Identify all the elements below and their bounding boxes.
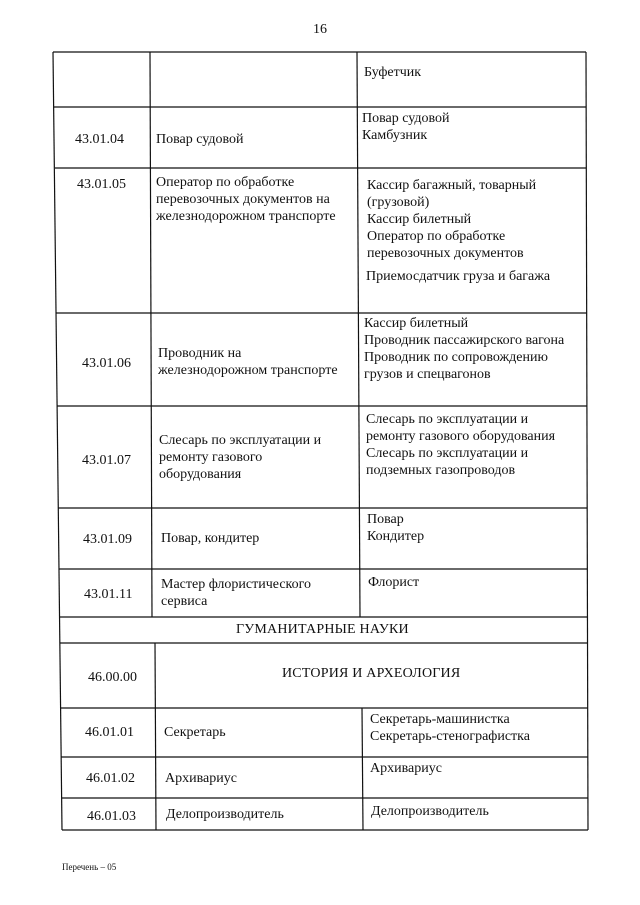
profession-item: Кассир билетный: [364, 316, 469, 331]
specialty-name: сервиса: [161, 594, 208, 609]
profession-item: Слесарь по эксплуатации и: [366, 446, 529, 461]
page-number: 16: [313, 22, 327, 37]
specialty-name: Секретарь: [164, 725, 226, 740]
group-heading: ИСТОРИЯ И АРХЕОЛОГИЯ: [282, 666, 461, 681]
specialty-name: перевозочных документов на: [156, 192, 330, 207]
specialty-code: 46.01.01: [85, 725, 134, 740]
specialty-name: Архивариус: [165, 771, 237, 786]
specialty-name: оборудования: [159, 467, 242, 482]
specialty-code: 43.01.06: [82, 356, 131, 371]
profession-item: Слесарь по эксплуатации и: [366, 412, 529, 427]
profession-item: Камбузник: [362, 128, 428, 143]
profession-item: перевозочных документов: [367, 246, 524, 261]
specialty-name: железнодорожном транспорте: [158, 363, 338, 378]
group-code: 46.00.00: [88, 670, 137, 685]
specialty-name: Слесарь по эксплуатации и: [159, 433, 322, 448]
profession-item: Приемосдатчик груза и багажа: [366, 269, 551, 284]
specialty-code: 43.01.05: [77, 177, 126, 192]
specialty-name: Мастер флористического: [161, 577, 312, 592]
profession-item: Кассир багажный, товарный: [367, 178, 537, 193]
specialty-code: 43.01.04: [75, 132, 124, 147]
profession-item: подземных газопроводов: [366, 463, 516, 478]
profession-item: Проводник по сопровождению: [364, 350, 548, 365]
profession-item: Делопроизводитель: [371, 804, 489, 819]
profession-item: Повар судовой: [362, 111, 450, 126]
profession-item: Повар: [367, 512, 404, 527]
specialty-name: Проводник на: [158, 346, 242, 361]
profession-item: Оператор по обработке: [367, 229, 506, 244]
profession-item: Буфетчик: [364, 65, 422, 80]
profession-item: Кассир билетный: [367, 212, 472, 227]
profession-item: Проводник пассажирского вагона: [364, 333, 565, 348]
specialty-code: 43.01.09: [83, 532, 132, 547]
specialty-code: 43.01.07: [82, 453, 131, 468]
specialty-name: ремонту газового: [159, 450, 263, 465]
profession-item: ремонту газового оборудования: [366, 429, 556, 444]
specialty-code: 46.01.03: [87, 809, 136, 824]
specialty-name: Повар судовой: [156, 132, 244, 147]
profession-item: Секретарь-машинистка: [370, 712, 510, 727]
profession-item: Флорист: [368, 575, 420, 590]
specialty-name: железнодорожном транспорте: [156, 209, 336, 224]
profession-item: грузов и спецвагонов: [364, 367, 491, 382]
specialty-name: Оператор по обработке: [156, 175, 295, 190]
section-heading: ГУМАНИТАРНЫЕ НАУКИ: [236, 622, 409, 637]
profession-item: Архивариус: [370, 761, 442, 776]
specialty-name: Повар, кондитер: [161, 531, 260, 546]
footer-label: Перечень – 05: [62, 862, 117, 872]
specialty-name: Делопроизводитель: [166, 807, 284, 822]
specialty-code: 43.01.11: [84, 587, 133, 602]
profession-item: Кондитер: [367, 529, 425, 544]
profession-item: (грузовой): [367, 195, 430, 210]
profession-item: Секретарь-стенографистка: [370, 729, 530, 744]
specialty-code: 46.01.02: [86, 771, 135, 786]
